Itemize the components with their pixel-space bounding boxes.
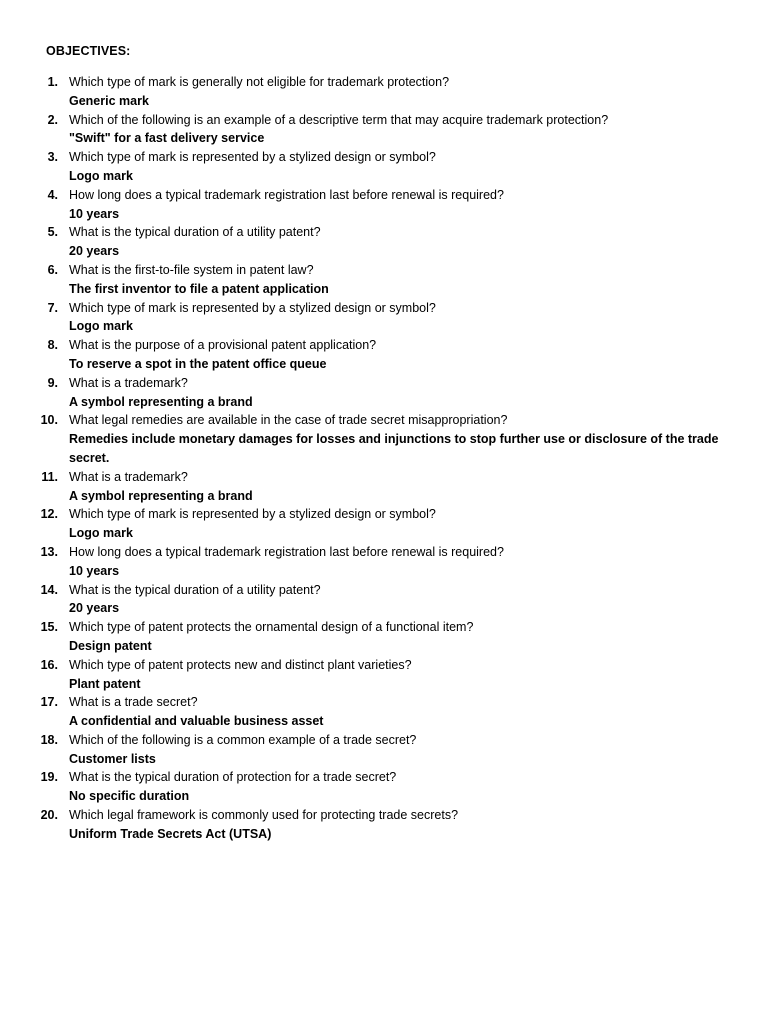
objective-item	[0, 336, 768, 374]
objective-item	[0, 186, 768, 224]
objective-item	[0, 505, 768, 543]
item-number: 19.	[40, 770, 58, 785]
document-heading: OBJECTIVES:	[46, 44, 131, 58]
answer-text: Uniform Trade Secrets Act (UTSA)	[69, 826, 272, 841]
item-number: 1.	[47, 75, 58, 89]
question-text: Which legal framework is commonly used for protecting trade secrets?	[69, 808, 459, 823]
question-text: What is the purpose of a provisional patent application?	[69, 338, 377, 353]
objective-item	[0, 468, 768, 506]
question-text: Which type of mark is represented by a stylized design or symbol?	[69, 300, 436, 315]
question-text: Which type of mark is represented by a stylized design or symbol?	[69, 507, 436, 522]
objective-item	[0, 148, 768, 186]
answer-text: Logo mark	[69, 168, 133, 183]
answer-text: 20 years	[69, 601, 120, 616]
question-text: What is a trade secret?	[69, 695, 198, 710]
objective-item	[0, 299, 768, 337]
answer-text: Logo mark	[69, 319, 133, 334]
question-text: Which type of patent protects the ornamental design of a functional item?	[69, 620, 474, 635]
objective-item	[0, 806, 768, 844]
objective-item	[0, 768, 768, 806]
objective-item	[0, 223, 768, 261]
item-number: 7.	[47, 300, 58, 315]
answer-text: Logo mark	[69, 526, 133, 541]
objective-item	[0, 111, 768, 149]
answer-text: 10 years	[69, 206, 120, 221]
question-text: Which type of mark is represented by a stylized design or symbol?	[69, 150, 436, 165]
item-number: 6.	[47, 262, 58, 277]
question-text: What legal remedies are available in the case of trade secret misappropriation?	[69, 413, 508, 428]
item-number: 17.	[40, 695, 58, 710]
question-text: What is the typical duration of a utility patent?	[69, 582, 321, 597]
question-text: Which type of mark is generally not eligible for trademark protection?	[69, 75, 450, 89]
item-number: 2.	[47, 112, 58, 127]
objective-item	[0, 73, 768, 111]
item-number: 8.	[47, 338, 58, 353]
answer-text: Remedies include monetary damages for losses and injunctions to stop further use or disclosure of the trade secret.	[69, 432, 719, 465]
answer-text: To reserve a spot in the patent office queue	[69, 356, 327, 371]
answer-text: 10 years	[69, 563, 120, 578]
objective-item	[0, 411, 768, 467]
answer-text: "Swift" for a fast delivery service	[69, 131, 265, 146]
question-text: What is the typical duration of protection for a trade secret?	[69, 770, 397, 785]
answer-text: 20 years	[69, 244, 120, 259]
answer-text: Customer lists	[69, 751, 156, 766]
item-number: 14.	[40, 582, 58, 597]
question-text: Which of the following is a common example of a trade secret?	[69, 732, 417, 747]
objective-item	[0, 618, 768, 656]
answer-text: Plant patent	[69, 676, 141, 691]
answer-text: A confidential and valuable business asset	[69, 714, 324, 729]
answer-text: Generic mark	[69, 93, 149, 108]
item-number: 9.	[47, 375, 58, 390]
question-text: Which of the following is an example of a descriptive term that may acquire trademark protection?	[69, 112, 609, 127]
item-number: 10.	[40, 413, 58, 428]
question-text: Which type of patent protects new and distinct plant varieties?	[69, 657, 412, 672]
objective-item	[0, 261, 768, 299]
answer-text: Design patent	[69, 638, 152, 653]
question-text: How long does a typical trademark registration last before renewal is required?	[69, 544, 504, 559]
question-text: What is a trademark?	[69, 469, 188, 484]
objective-item	[0, 656, 768, 694]
objective-item	[0, 374, 768, 412]
objective-item	[0, 693, 768, 731]
item-number: 13.	[40, 544, 58, 559]
item-number: 20.	[40, 808, 58, 823]
item-number: 12.	[40, 507, 58, 522]
question-text: What is a trademark?	[69, 375, 188, 390]
objectives-list	[0, 73, 768, 844]
item-number: 4.	[47, 187, 58, 202]
objective-item	[0, 581, 768, 619]
answer-text: A symbol representing a brand	[69, 488, 253, 503]
objective-item	[0, 731, 768, 769]
answer-text: A symbol representing a brand	[69, 394, 253, 409]
question-text: What is the first-to-file system in patent law?	[69, 262, 314, 277]
answer-text: The first inventor to file a patent application	[69, 281, 329, 296]
item-number: 11.	[41, 469, 58, 484]
item-number: 5.	[47, 225, 58, 240]
objective-item	[0, 543, 768, 581]
answer-text: No specific duration	[69, 789, 190, 804]
item-number: 18.	[40, 732, 58, 747]
question-text: What is the typical duration of a utility patent?	[69, 225, 321, 240]
item-number: 3.	[47, 150, 58, 165]
item-number: 15.	[40, 620, 58, 635]
item-number: 16.	[40, 657, 58, 672]
question-text: How long does a typical trademark registration last before renewal is required?	[69, 187, 504, 202]
